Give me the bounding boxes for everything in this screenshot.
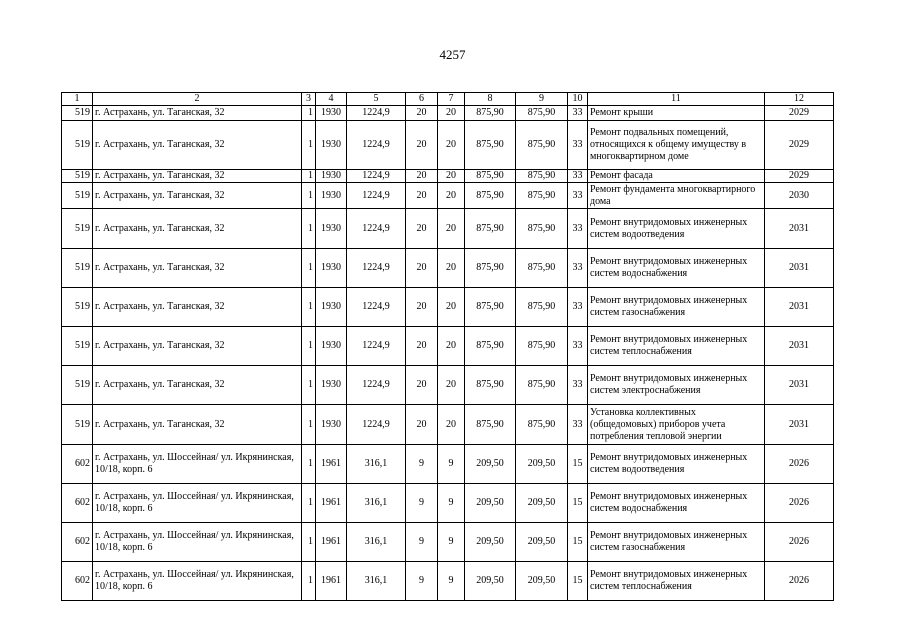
cell-floors-count: 1: [302, 445, 316, 484]
cell-year-built: 1961: [316, 523, 347, 562]
cell-building-id: 519: [62, 366, 93, 405]
cell-apartments-count: 9: [406, 484, 438, 523]
cell-share-percent: 33: [568, 288, 588, 327]
cell-year-built: 1961: [316, 562, 347, 601]
cell-year-built: 1930: [316, 405, 347, 445]
cell-planned-year: 2030: [765, 183, 834, 209]
cell-floors-count: 1: [302, 523, 316, 562]
table-row: [62, 405, 834, 445]
cell-total-area: 1224,9: [347, 366, 406, 405]
cell-living-area: 875,90: [465, 249, 516, 288]
cell-residents-count: 9: [438, 523, 465, 562]
cell-living-area: 209,50: [465, 484, 516, 523]
cell-building-id: 519: [62, 405, 93, 445]
cell-share-percent: 33: [568, 170, 588, 183]
cell-apartments-count: 20: [406, 366, 438, 405]
cell-building-id: 519: [62, 288, 93, 327]
column-header: 7: [438, 93, 465, 106]
cell-planned-year: 2026: [765, 562, 834, 601]
cell-year-built: 1930: [316, 183, 347, 209]
table-row: [62, 562, 834, 601]
cell-total-area: 316,1: [347, 445, 406, 484]
cell-total-area: 1224,9: [347, 209, 406, 249]
table-row: [62, 209, 834, 249]
cell-living-area: 209,50: [465, 445, 516, 484]
cell-floors-count: 1: [302, 209, 316, 249]
table-row: [62, 523, 834, 562]
cell-year-built: 1930: [316, 288, 347, 327]
cell-address: г. Астрахань, ул. Шоссейная/ ул. Икрянинская, 10/18, корп. 6: [93, 445, 302, 484]
cell-address: г. Астрахань, ул. Шоссейная/ ул. Икрянинская, 10/18, корп. 6: [93, 562, 302, 601]
cell-premises-area: 209,50: [516, 562, 568, 601]
column-header: 2: [93, 93, 302, 106]
cell-residents-count: 20: [438, 121, 465, 170]
cell-apartments-count: 20: [406, 106, 438, 121]
cell-planned-year: 2026: [765, 523, 834, 562]
page-number: 4257: [439, 47, 466, 62]
cell-residents-count: 20: [438, 249, 465, 288]
cell-total-area: 1224,9: [347, 405, 406, 445]
cell-premises-area: 209,50: [516, 484, 568, 523]
cell-total-area: 316,1: [347, 523, 406, 562]
cell-residents-count: 20: [438, 106, 465, 121]
cell-total-area: 1224,9: [347, 170, 406, 183]
cell-floors-count: 1: [302, 327, 316, 366]
cell-premises-area: 875,90: [516, 249, 568, 288]
table-row: [62, 249, 834, 288]
cell-building-id: 602: [62, 484, 93, 523]
cell-work-type: Ремонт внутридомовых инженерных систем электроснабжения: [588, 366, 765, 405]
cell-share-percent: 33: [568, 249, 588, 288]
cell-address: г. Астрахань, ул. Таганская, 32: [93, 209, 302, 249]
cell-floors-count: 1: [302, 484, 316, 523]
table-row: [62, 121, 834, 170]
cell-building-id: 519: [62, 170, 93, 183]
cell-floors-count: 1: [302, 288, 316, 327]
cell-residents-count: 20: [438, 183, 465, 209]
cell-share-percent: 15: [568, 562, 588, 601]
cell-living-area: 875,90: [465, 209, 516, 249]
table-row: [62, 183, 834, 209]
cell-year-built: 1930: [316, 327, 347, 366]
cell-apartments-count: 9: [406, 562, 438, 601]
cell-planned-year: 2031: [765, 327, 834, 366]
column-header: 9: [516, 93, 568, 106]
cell-planned-year: 2031: [765, 209, 834, 249]
cell-planned-year: 2029: [765, 170, 834, 183]
table-row: [62, 170, 834, 183]
cell-total-area: 1224,9: [347, 249, 406, 288]
cell-planned-year: 2031: [765, 288, 834, 327]
cell-floors-count: 1: [302, 170, 316, 183]
column-header: 11: [588, 93, 765, 106]
cell-living-area: 875,90: [465, 366, 516, 405]
column-header: 1: [62, 93, 93, 106]
cell-floors-count: 1: [302, 366, 316, 405]
cell-living-area: 875,90: [465, 327, 516, 366]
cell-address: г. Астрахань, ул. Шоссейная/ ул. Икрянинская, 10/18, корп. 6: [93, 523, 302, 562]
cell-premises-area: 875,90: [516, 327, 568, 366]
cell-work-type: Ремонт внутридомовых инженерных систем водоотведения: [588, 209, 765, 249]
cell-living-area: 875,90: [465, 170, 516, 183]
table-row: [62, 445, 834, 484]
cell-apartments-count: 20: [406, 327, 438, 366]
column-header: 8: [465, 93, 516, 106]
cell-floors-count: 1: [302, 249, 316, 288]
cell-address: г. Астрахань, ул. Шоссейная/ ул. Икрянинская, 10/18, корп. 6: [93, 484, 302, 523]
cell-living-area: 875,90: [465, 288, 516, 327]
cell-residents-count: 9: [438, 445, 465, 484]
cell-building-id: 519: [62, 249, 93, 288]
cell-premises-area: 875,90: [516, 183, 568, 209]
table-header-row: [62, 93, 834, 106]
column-header: 10: [568, 93, 588, 106]
cell-address: г. Астрахань, ул. Таганская, 32: [93, 405, 302, 445]
cell-apartments-count: 9: [406, 445, 438, 484]
cell-work-type: Ремонт внутридомовых инженерных систем газоснабжения: [588, 523, 765, 562]
cell-floors-count: 1: [302, 121, 316, 170]
cell-share-percent: 33: [568, 327, 588, 366]
table-row: [62, 288, 834, 327]
cell-premises-area: 209,50: [516, 523, 568, 562]
cell-residents-count: 9: [438, 562, 465, 601]
table-row: [62, 484, 834, 523]
cell-apartments-count: 20: [406, 170, 438, 183]
table-row: [62, 366, 834, 405]
cell-total-area: 316,1: [347, 484, 406, 523]
cell-floors-count: 1: [302, 405, 316, 445]
table-row: [62, 106, 834, 121]
cell-share-percent: 15: [568, 445, 588, 484]
cell-premises-area: 875,90: [516, 366, 568, 405]
cell-living-area: 875,90: [465, 121, 516, 170]
cell-building-id: 602: [62, 562, 93, 601]
cell-total-area: 1224,9: [347, 183, 406, 209]
cell-apartments-count: 20: [406, 121, 438, 170]
cell-floors-count: 1: [302, 183, 316, 209]
cell-share-percent: 33: [568, 405, 588, 445]
cell-residents-count: 9: [438, 484, 465, 523]
cell-planned-year: 2031: [765, 366, 834, 405]
cell-address: г. Астрахань, ул. Таганская, 32: [93, 288, 302, 327]
cell-work-type: Ремонт фасада: [588, 170, 765, 183]
cell-year-built: 1930: [316, 121, 347, 170]
cell-building-id: 519: [62, 327, 93, 366]
cell-share-percent: 15: [568, 484, 588, 523]
cell-total-area: 1224,9: [347, 106, 406, 121]
cell-total-area: 1224,9: [347, 288, 406, 327]
cell-share-percent: 33: [568, 209, 588, 249]
cell-work-type: Ремонт крыши: [588, 106, 765, 121]
cell-living-area: 209,50: [465, 523, 516, 562]
cell-work-type: Ремонт внутридомовых инженерных систем газоснабжения: [588, 288, 765, 327]
cell-living-area: 209,50: [465, 562, 516, 601]
cell-work-type: Ремонт внутридомовых инженерных систем водоснабжения: [588, 484, 765, 523]
cell-address: г. Астрахань, ул. Таганская, 32: [93, 249, 302, 288]
cell-building-id: 519: [62, 209, 93, 249]
cell-apartments-count: 20: [406, 288, 438, 327]
cell-building-id: 519: [62, 121, 93, 170]
cell-premises-area: 209,50: [516, 445, 568, 484]
cell-building-id: 602: [62, 445, 93, 484]
cell-year-built: 1961: [316, 484, 347, 523]
cell-living-area: 875,90: [465, 405, 516, 445]
cell-total-area: 316,1: [347, 562, 406, 601]
cell-total-area: 1224,9: [347, 327, 406, 366]
cell-planned-year: 2029: [765, 121, 834, 170]
cell-residents-count: 20: [438, 327, 465, 366]
cell-work-type: Ремонт внутридомовых инженерных систем теплоснабжения: [588, 327, 765, 366]
cell-year-built: 1930: [316, 209, 347, 249]
cell-year-built: 1961: [316, 445, 347, 484]
cell-year-built: 1930: [316, 106, 347, 121]
cell-address: г. Астрахань, ул. Таганская, 32: [93, 183, 302, 209]
cell-floors-count: 1: [302, 106, 316, 121]
column-header: 5: [347, 93, 406, 106]
table-row: [62, 327, 834, 366]
cell-work-type: Ремонт внутридомовых инженерных систем теплоснабжения: [588, 562, 765, 601]
cell-premises-area: 875,90: [516, 288, 568, 327]
cell-apartments-count: 20: [406, 183, 438, 209]
cell-address: г. Астрахань, ул. Таганская, 32: [93, 366, 302, 405]
cell-planned-year: 2026: [765, 445, 834, 484]
cell-apartments-count: 9: [406, 523, 438, 562]
cell-work-type: Ремонт фундамента многоквартирного дома: [588, 183, 765, 209]
cell-building-id: 519: [62, 183, 93, 209]
cell-work-type: Ремонт подвальных помещений, относящихся к общему имуществу в многоквартирном доме: [588, 121, 765, 170]
cell-premises-area: 875,90: [516, 405, 568, 445]
cell-work-type: Ремонт внутридомовых инженерных систем водоотведения: [588, 445, 765, 484]
cell-residents-count: 20: [438, 288, 465, 327]
cell-premises-area: 875,90: [516, 170, 568, 183]
cell-year-built: 1930: [316, 249, 347, 288]
cell-total-area: 1224,9: [347, 121, 406, 170]
cell-premises-area: 875,90: [516, 121, 568, 170]
cell-work-type: Ремонт внутридомовых инженерных систем водоснабжения: [588, 249, 765, 288]
cell-share-percent: 15: [568, 523, 588, 562]
cell-apartments-count: 20: [406, 249, 438, 288]
cell-planned-year: 2026: [765, 484, 834, 523]
cell-share-percent: 33: [568, 121, 588, 170]
cell-work-type: Установка коллективных (общедомовых) приборов учета потребления тепловой энергии: [588, 405, 765, 445]
cell-year-built: 1930: [316, 366, 347, 405]
cell-residents-count: 20: [438, 209, 465, 249]
cell-address: г. Астрахань, ул. Таганская, 32: [93, 106, 302, 121]
cell-address: г. Астрахань, ул. Таганская, 32: [93, 170, 302, 183]
cell-living-area: 875,90: [465, 183, 516, 209]
cell-share-percent: 33: [568, 183, 588, 209]
column-header: 12: [765, 93, 834, 106]
cell-premises-area: 875,90: [516, 209, 568, 249]
cell-building-id: 519: [62, 106, 93, 121]
cell-apartments-count: 20: [406, 405, 438, 445]
column-header: 3: [302, 93, 316, 106]
cell-planned-year: 2031: [765, 405, 834, 445]
cell-planned-year: 2029: [765, 106, 834, 121]
cell-year-built: 1930: [316, 170, 347, 183]
cell-living-area: 875,90: [465, 106, 516, 121]
column-header: 6: [406, 93, 438, 106]
cell-planned-year: 2031: [765, 249, 834, 288]
cell-residents-count: 20: [438, 170, 465, 183]
cell-apartments-count: 20: [406, 209, 438, 249]
cell-premises-area: 875,90: [516, 106, 568, 121]
cell-building-id: 602: [62, 523, 93, 562]
cell-address: г. Астрахань, ул. Таганская, 32: [93, 327, 302, 366]
column-header: 4: [316, 93, 347, 106]
cell-floors-count: 1: [302, 562, 316, 601]
cell-residents-count: 20: [438, 405, 465, 445]
cell-share-percent: 33: [568, 106, 588, 121]
cell-address: г. Астрахань, ул. Таганская, 32: [93, 121, 302, 170]
cell-share-percent: 33: [568, 366, 588, 405]
cell-residents-count: 20: [438, 366, 465, 405]
capital-repair-table: [61, 92, 834, 601]
